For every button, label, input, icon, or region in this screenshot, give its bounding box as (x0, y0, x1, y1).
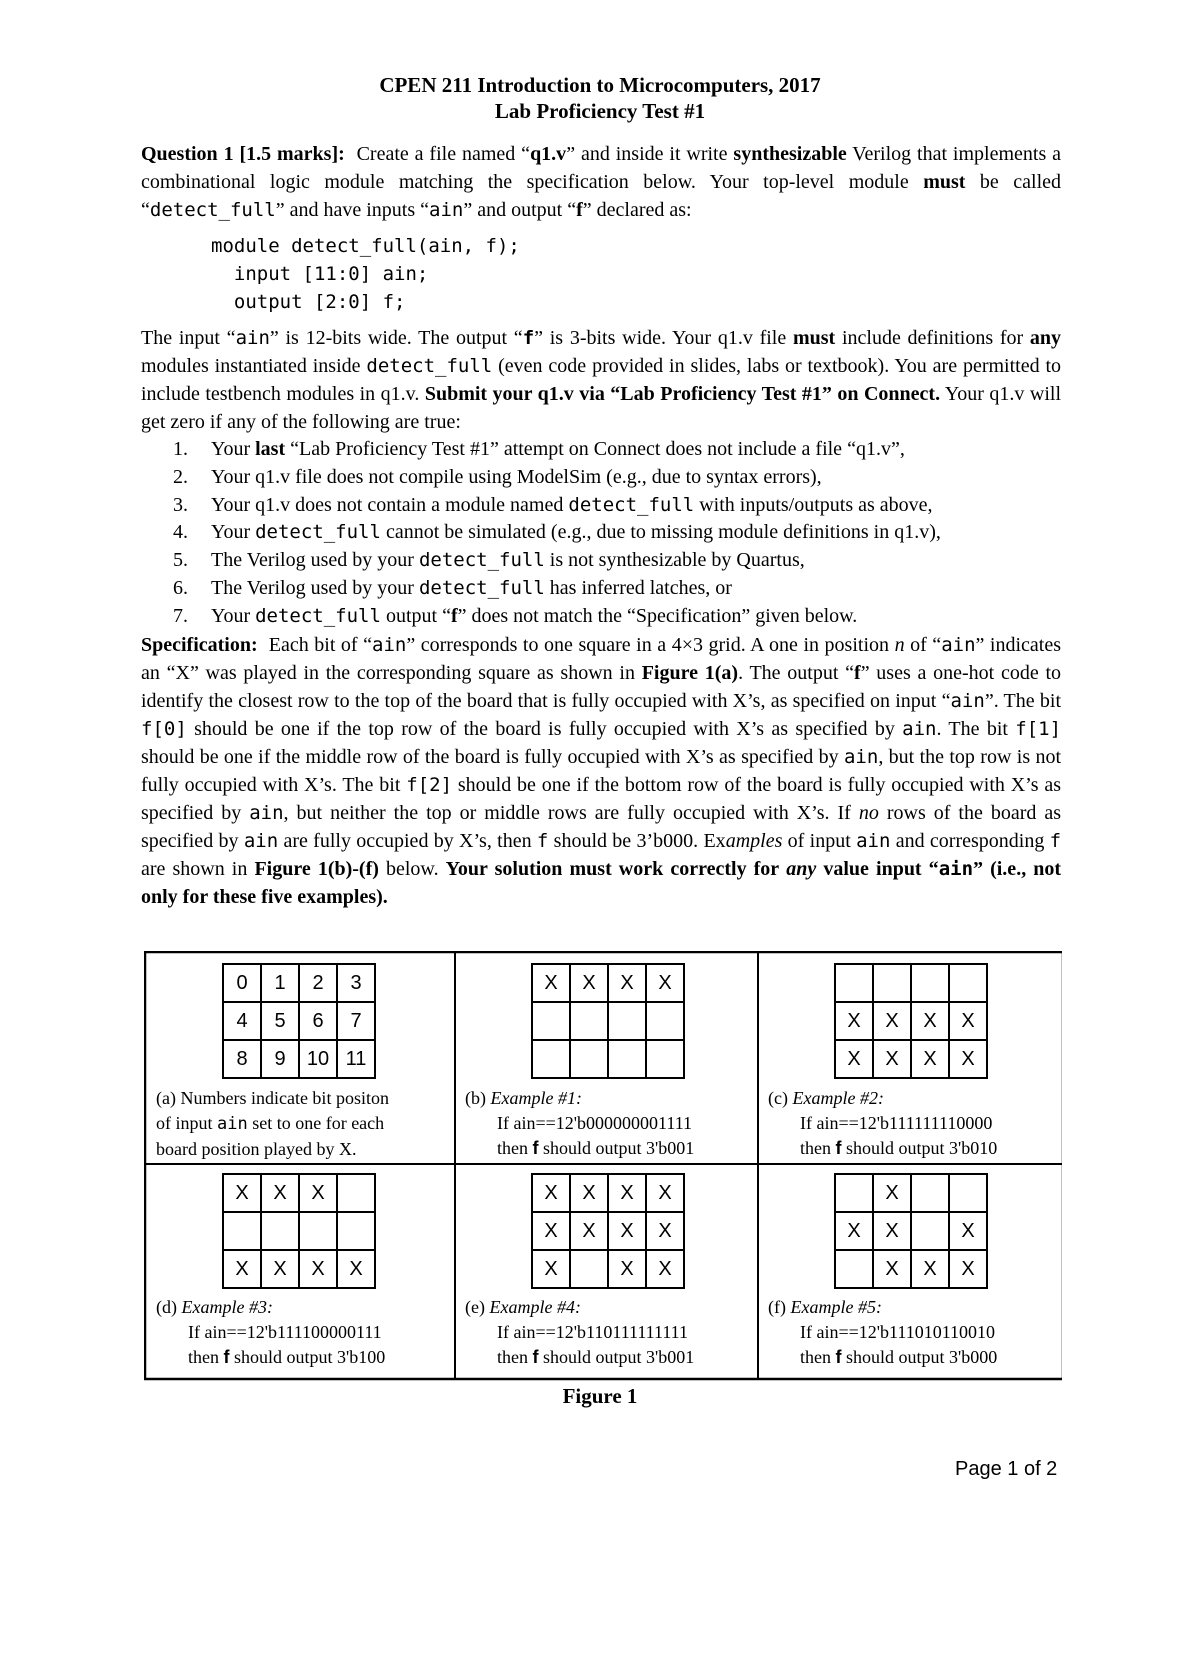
figure-panel-c (760, 955, 1064, 1167)
grid-cell: X (299, 1250, 337, 1288)
grid-cell: X (223, 1174, 261, 1212)
grid-cell: X (949, 1212, 987, 1250)
grid-cell: X (532, 1212, 570, 1250)
figure-panel-d (148, 1167, 452, 1379)
grid-cell (873, 964, 911, 1002)
list-item: 2. Your q1.v file does not compile using ModelSim (e.g., due to syntax errors), (173, 465, 822, 488)
grid-cell: X (873, 1250, 911, 1288)
grid-cell (570, 1040, 608, 1078)
grid-cell: X (949, 1250, 987, 1288)
grid-cell: X (873, 1212, 911, 1250)
grid-cell (608, 1002, 646, 1040)
grid-cell: X (873, 1174, 911, 1212)
grid-cell: 0 (223, 964, 261, 1002)
grid-cell: X (646, 964, 684, 1002)
grid-cell: 5 (261, 1002, 299, 1040)
grid-cell: X (261, 1174, 299, 1212)
panel-caption: (d) Example #3: If ain==12'b111100000111 then f should output 3'b100 (156, 1297, 386, 1367)
grid-cell (570, 1002, 608, 1040)
grid-cell: 9 (261, 1040, 299, 1078)
board-grid (531, 1173, 685, 1289)
code-line: output [2:0] f; (211, 291, 406, 313)
grid-cell (911, 1174, 949, 1212)
figure-panel-a (148, 955, 452, 1167)
board-grid (834, 1173, 988, 1289)
grid-cell: X (608, 1212, 646, 1250)
grid-cell: X (608, 1174, 646, 1212)
grid-cell: X (223, 1250, 261, 1288)
grid-cell (261, 1212, 299, 1250)
document-title (0, 72, 1200, 124)
grid-cell: 2 (299, 964, 337, 1002)
page-number: Page 1 of 2 (955, 1458, 1058, 1480)
board-grid (531, 963, 685, 1079)
board-grid (834, 963, 988, 1079)
grid-cell: X (835, 1002, 873, 1040)
grid-cell (608, 1040, 646, 1078)
grid-cell: X (608, 1250, 646, 1288)
board-grid (222, 963, 376, 1079)
grid-cell: X (911, 1250, 949, 1288)
grid-cell (911, 1212, 949, 1250)
grid-cell: X (570, 964, 608, 1002)
specification-paragraph: Specification: Each bit of “ain” corresponds to one square in a 4×3 grid. A one in position n of “ain” indicates an “X” was played in the corresponding square as shown in Figure 1(a). The output “f” uses a one-hot code to identify the closest row to the top of the board that is fully occupied with X’s, as specified on input “ain”. The bit f[0] should be one if the top row of the board is fully occupied with X’s as specified by ain. The bit f[1] should be one if the middle row of the board is fully occupied with X’s as specified by ain, but the top row is not fully occupied with X’s. The bit f[2] should be one if the bottom row of the board is fully occupied with X’s as specified by ain, but neither the top or middle rows are fully occupied with X’s. If no rows of the board as specified by ain are fully occupied by X’s, then f should be 3’b000. Examples of input ain and corresponding f are shown in Figure 1(b)-(f) below. Your solution must work correctly for any value input “ain” (i.e., not only for these five examples). (141, 633, 1062, 908)
grid-cell: X (873, 1040, 911, 1078)
course-title: CPEN 211 Introduction to Microcomputers, 2017 (379, 73, 821, 97)
grid-cell: X (532, 1250, 570, 1288)
list-item: 6. The Verilog used by your detect_full has inferred latches, or (173, 576, 732, 599)
grid-cell: X (532, 1174, 570, 1212)
grid-cell: X (532, 964, 570, 1002)
grid-cell: X (646, 1250, 684, 1288)
list-item: 4. Your detect_full cannot be simulated (e.g., due to missing module definitions in q1.v), (173, 521, 941, 544)
figure-panel-e (457, 1167, 761, 1379)
grid-cell: 3 (337, 964, 375, 1002)
question-body (141, 140, 1061, 911)
grid-cell: X (949, 1040, 987, 1078)
grid-cell (299, 1212, 337, 1250)
grid-cell: X (646, 1174, 684, 1212)
grid-cell: 7 (337, 1002, 375, 1040)
requirements-paragraph: The input “ain” is 12-bits wide. The output “f” is 3-bits wide. Your q1.v file must include definitions for any modules instantiated inside detect_full (even code provided in slides, labs or textbook). You are permitted to include testbench modules in q1.v. Submit your q1.v via “Lab Proficiency Test #1” on Connect. Your q1.v will get zero if any of the following are true: (141, 327, 1062, 433)
grid-cell (835, 1174, 873, 1212)
board-grid (222, 1173, 376, 1289)
grid-cell (532, 1002, 570, 1040)
list-item: 5. The Verilog used by your detect_full is not synthesizable by Quartus, (173, 549, 805, 572)
code-line: module detect_full(ain, f); (211, 235, 520, 257)
figure-1 (144, 951, 1064, 1381)
grid-cell: 11 (337, 1040, 375, 1078)
grid-cell: X (835, 1040, 873, 1078)
grid-cell (835, 964, 873, 1002)
grid-cell: X (337, 1250, 375, 1288)
grid-cell (949, 964, 987, 1002)
grid-cell: 6 (299, 1002, 337, 1040)
question-intro: Question 1 [1.5 marks]: Create a file named “q1.v” and inside it write synthesizable Verilog that implements a combinational logic module matching the specification below. Your top-level module must be called “detect_full” and have inputs “ain” and output “f” declared as: (141, 143, 1062, 221)
grid-cell (911, 964, 949, 1002)
zero-conditions-list (141, 436, 1061, 631)
grid-cell (570, 1250, 608, 1288)
grid-cell (223, 1212, 261, 1250)
panel-caption: (e) Example #4: If ain==12'b110111111111 then f should output 3'b001 (465, 1297, 695, 1367)
list-item: 3. Your q1.v does not contain a module named detect_full with inputs/outputs as above, (173, 493, 933, 516)
figure-label: Figure 1 (562, 1384, 638, 1408)
grid-cell: X (835, 1212, 873, 1250)
module-declaration-code (211, 232, 1061, 316)
grid-cell: X (261, 1250, 299, 1288)
panel-caption: (b) Example #1: If ain==12'b000000001111 then f should output 3'b001 (465, 1088, 695, 1158)
panel-caption: (f) Example #5: If ain==12'b111010110010 then f should output 3'b000 (768, 1297, 998, 1367)
panel-caption: (c) Example #2: If ain==12'b111111110000 then f should output 3'b010 (768, 1088, 998, 1158)
grid-cell: X (949, 1002, 987, 1040)
grid-cell: X (911, 1002, 949, 1040)
grid-cell (337, 1174, 375, 1212)
grid-cell (646, 1040, 684, 1078)
figure-panel-b (457, 955, 761, 1167)
list-item: 7. Your detect_full output “f” does not match the “Specification” given below. (173, 604, 858, 627)
grid-cell: X (646, 1212, 684, 1250)
grid-cell: X (873, 1002, 911, 1040)
grid-cell: X (570, 1174, 608, 1212)
grid-cell (949, 1174, 987, 1212)
grid-cell: X (570, 1212, 608, 1250)
grid-cell: X (299, 1174, 337, 1212)
test-title: Lab Proficiency Test #1 (494, 99, 706, 123)
grid-cell: X (911, 1040, 949, 1078)
grid-cell: X (608, 964, 646, 1002)
grid-cell (646, 1002, 684, 1040)
grid-cell (337, 1212, 375, 1250)
grid-cell: 8 (223, 1040, 261, 1078)
code-line: input [11:0] ain; (211, 263, 429, 285)
figure-panel-f (760, 1167, 1064, 1379)
grid-cell: 10 (299, 1040, 337, 1078)
grid-cell: 4 (223, 1002, 261, 1040)
grid-cell (835, 1250, 873, 1288)
panel-caption: (a) Numbers indicate bit positon of input ain set to one for each board position played by X. (156, 1088, 389, 1159)
grid-cell: 1 (261, 964, 299, 1002)
list-item: 1. Your last “Lab Proficiency Test #1” attempt on Connect does not include a file “q1.v”, (173, 438, 905, 460)
grid-cell (532, 1040, 570, 1078)
